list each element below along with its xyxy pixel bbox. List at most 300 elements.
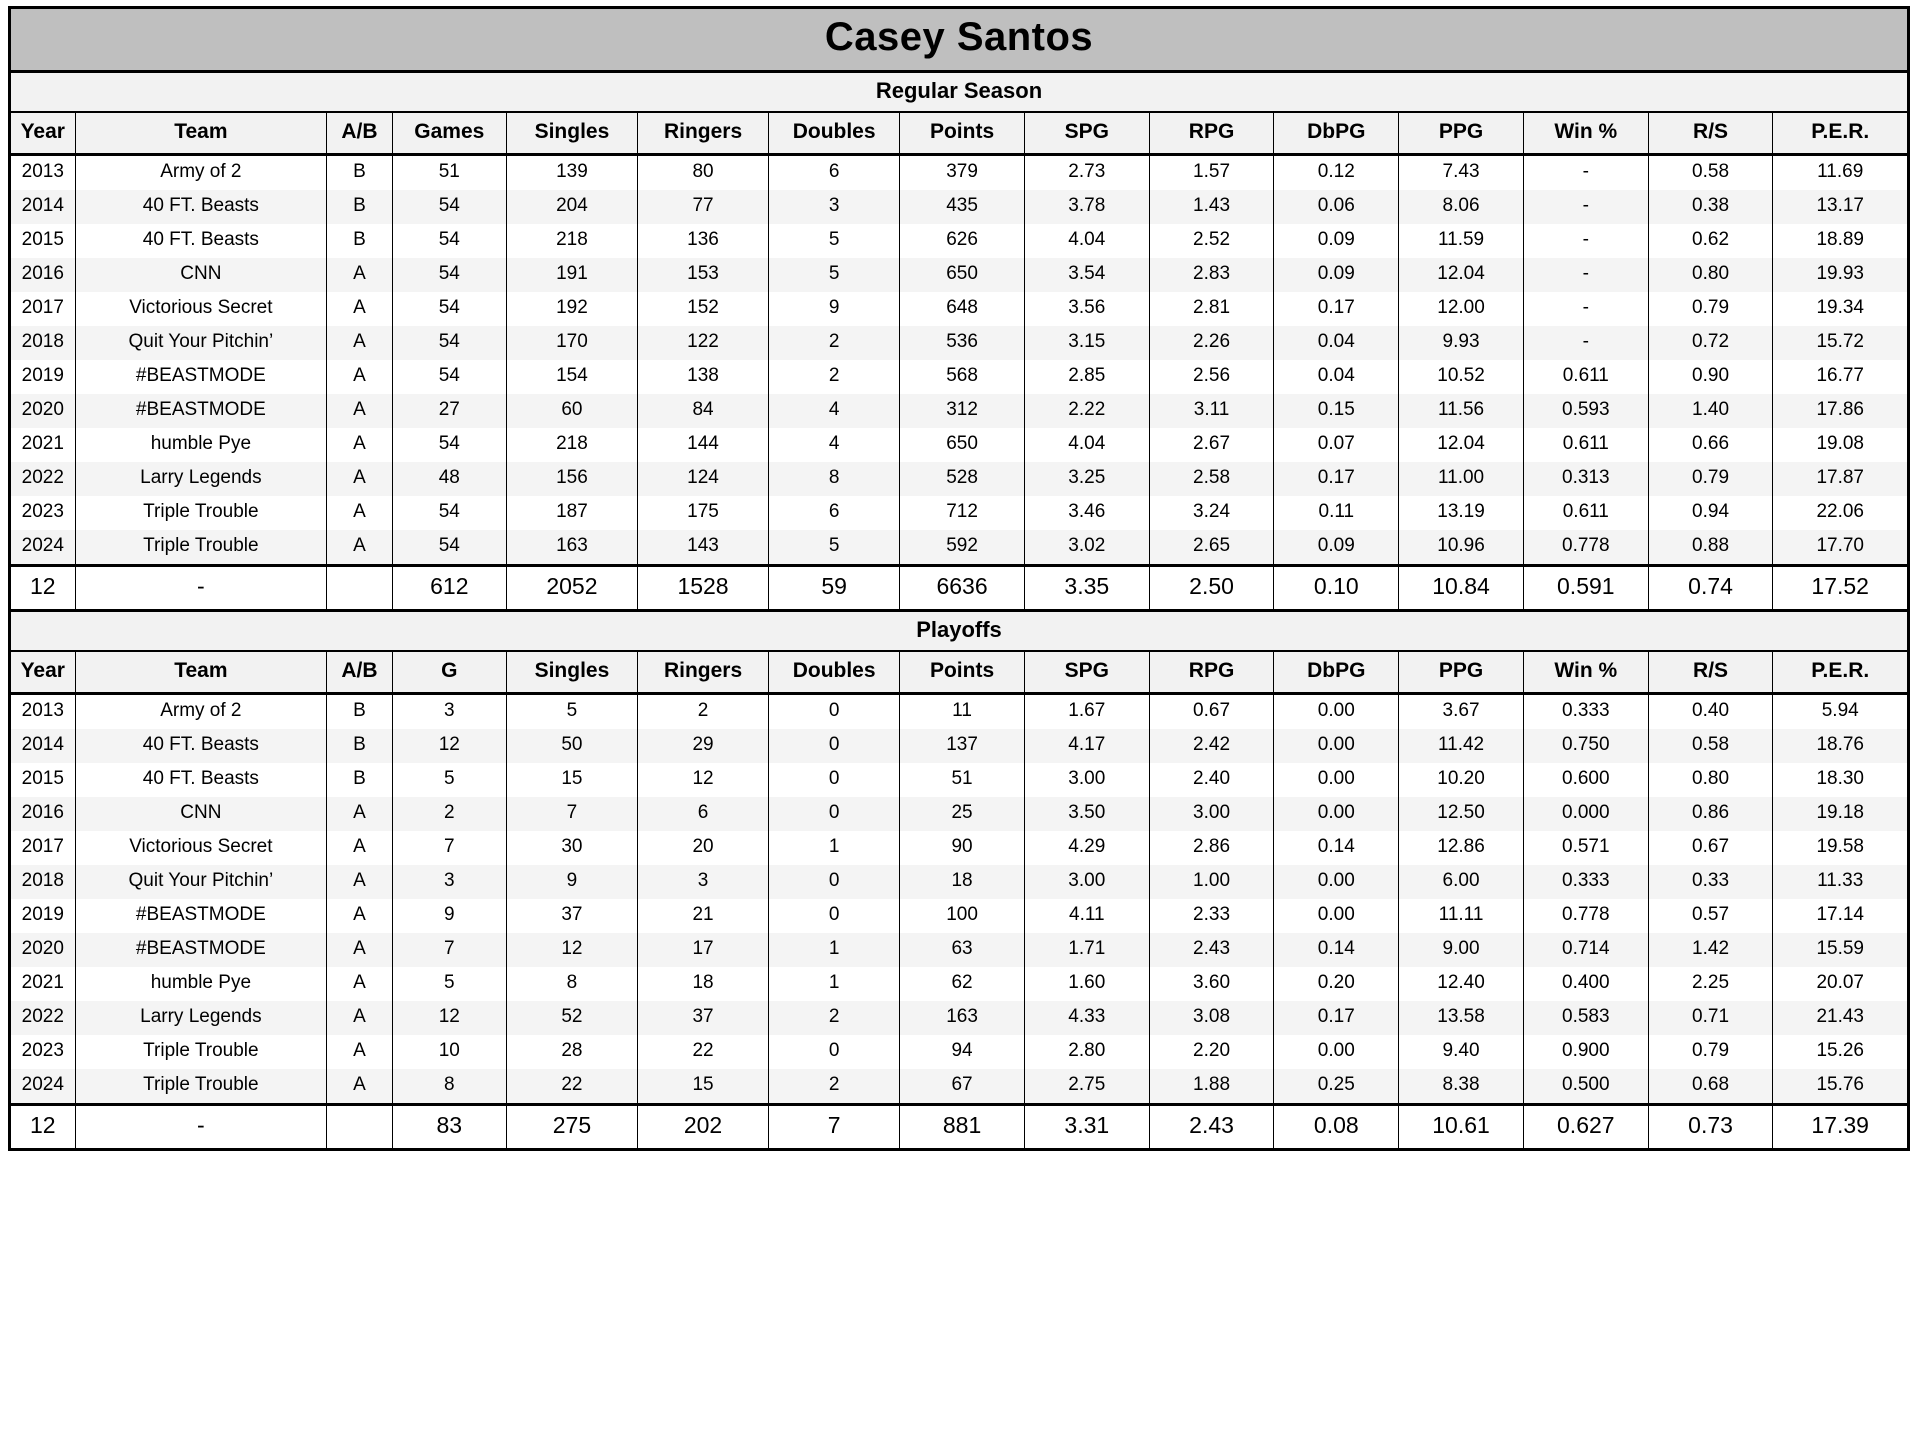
cell-dbpg: 0.11 <box>1274 496 1399 530</box>
cell-win: 0.333 <box>1523 694 1648 730</box>
cell-year: 2015 <box>10 763 76 797</box>
cell-points: 137 <box>900 729 1025 763</box>
cell-games: 54 <box>392 428 506 462</box>
total-a-b <box>327 566 393 611</box>
cell-a-b: A <box>327 1069 393 1105</box>
cell-dbpg: 0.12 <box>1274 155 1399 191</box>
cell-doubles: 1 <box>769 831 900 865</box>
cell-games: 54 <box>392 360 506 394</box>
cell-r-s: 0.90 <box>1648 360 1773 394</box>
cell-year: 2013 <box>10 694 76 730</box>
cell-games: 54 <box>392 496 506 530</box>
table-row <box>10 831 1909 865</box>
total-win: 0.591 <box>1523 566 1648 611</box>
total-rpg: 2.43 <box>1149 1105 1274 1150</box>
cell-dbpg: 0.00 <box>1274 1035 1399 1069</box>
cell-p-e-r: 18.76 <box>1773 729 1909 763</box>
column-header-r-s: R/S <box>1648 651 1773 694</box>
total-r-s: 0.74 <box>1648 566 1773 611</box>
cell-p-e-r: 11.33 <box>1773 865 1909 899</box>
cell-ppg: 10.52 <box>1399 360 1524 394</box>
cell-rpg: 2.67 <box>1149 428 1274 462</box>
cell-doubles: 1 <box>769 967 900 1001</box>
cell-points: 163 <box>900 1001 1025 1035</box>
cell-year: 2023 <box>10 1035 76 1069</box>
cell-doubles: 4 <box>769 394 900 428</box>
cell-g: 3 <box>392 865 506 899</box>
cell-doubles: 0 <box>769 763 900 797</box>
cell-rpg: 2.56 <box>1149 360 1274 394</box>
cell-spg: 3.02 <box>1024 530 1149 566</box>
cell-singles: 5 <box>506 694 637 730</box>
cell-singles: 15 <box>506 763 637 797</box>
cell-g: 2 <box>392 797 506 831</box>
table-row <box>10 865 1909 899</box>
table-row <box>10 1069 1909 1105</box>
cell-singles: 204 <box>506 190 637 224</box>
cell-spg: 4.33 <box>1024 1001 1149 1035</box>
cell-ppg: 3.67 <box>1399 694 1524 730</box>
cell-team: Triple Trouble <box>75 1069 327 1105</box>
cell-ringers: 18 <box>637 967 768 1001</box>
cell-points: 592 <box>900 530 1025 566</box>
cell-ppg: 12.50 <box>1399 797 1524 831</box>
cell-singles: 218 <box>506 428 637 462</box>
total-singles: 2052 <box>506 566 637 611</box>
cell-singles: 170 <box>506 326 637 360</box>
total-singles: 275 <box>506 1105 637 1150</box>
cell-games: 54 <box>392 292 506 326</box>
cell-dbpg: 0.00 <box>1274 694 1399 730</box>
cell-points: 626 <box>900 224 1025 258</box>
cell-ringers: 80 <box>637 155 768 191</box>
cell-points: 650 <box>900 428 1025 462</box>
cell-ppg: 10.96 <box>1399 530 1524 566</box>
cell-a-b: A <box>327 899 393 933</box>
cell-ringers: 122 <box>637 326 768 360</box>
cell-points: 650 <box>900 258 1025 292</box>
cell-win: 0.900 <box>1523 1035 1648 1069</box>
cell-a-b: B <box>327 729 393 763</box>
cell-r-s: 0.33 <box>1648 865 1773 899</box>
cell-ppg: 11.00 <box>1399 462 1524 496</box>
cell-doubles: 0 <box>769 899 900 933</box>
cell-team: CNN <box>75 258 327 292</box>
cell-ppg: 10.20 <box>1399 763 1524 797</box>
cell-r-s: 0.79 <box>1648 1035 1773 1069</box>
cell-dbpg: 0.04 <box>1274 326 1399 360</box>
cell-spg: 2.80 <box>1024 1035 1149 1069</box>
cell-team: Army of 2 <box>75 155 327 191</box>
column-header-singles: Singles <box>506 651 637 694</box>
cell-team: Victorious Secret <box>75 831 327 865</box>
stats-table <box>8 6 1910 1151</box>
cell-spg: 2.22 <box>1024 394 1149 428</box>
cell-dbpg: 0.15 <box>1274 394 1399 428</box>
cell-year: 2022 <box>10 462 76 496</box>
cell-r-s: 0.58 <box>1648 729 1773 763</box>
cell-p-e-r: 18.30 <box>1773 763 1909 797</box>
cell-singles: 37 <box>506 899 637 933</box>
cell-win: - <box>1523 326 1648 360</box>
cell-team: Victorious Secret <box>75 292 327 326</box>
cell-r-s: 0.62 <box>1648 224 1773 258</box>
cell-points: 528 <box>900 462 1025 496</box>
total-spg: 3.31 <box>1024 1105 1149 1150</box>
cell-singles: 156 <box>506 462 637 496</box>
cell-spg: 4.29 <box>1024 831 1149 865</box>
cell-ppg: 8.38 <box>1399 1069 1524 1105</box>
cell-r-s: 0.40 <box>1648 694 1773 730</box>
cell-dbpg: 0.17 <box>1274 1001 1399 1035</box>
cell-r-s: 0.79 <box>1648 462 1773 496</box>
cell-win: - <box>1523 258 1648 292</box>
cell-win: 0.778 <box>1523 899 1648 933</box>
cell-g: 8 <box>392 1069 506 1105</box>
table-row <box>10 694 1909 730</box>
cell-p-e-r: 19.08 <box>1773 428 1909 462</box>
cell-p-e-r: 19.18 <box>1773 797 1909 831</box>
total-p-e-r: 17.52 <box>1773 566 1909 611</box>
cell-rpg: 2.26 <box>1149 326 1274 360</box>
cell-year: 2024 <box>10 530 76 566</box>
cell-r-s: 1.42 <box>1648 933 1773 967</box>
table-row <box>10 394 1909 428</box>
cell-year: 2022 <box>10 1001 76 1035</box>
cell-a-b: A <box>327 530 393 566</box>
cell-games: 48 <box>392 462 506 496</box>
cell-team: Larry Legends <box>75 462 327 496</box>
total-a-b <box>327 1105 393 1150</box>
totals-row <box>10 566 1909 611</box>
cell-dbpg: 0.20 <box>1274 967 1399 1001</box>
cell-ppg: 8.06 <box>1399 190 1524 224</box>
cell-ringers: 124 <box>637 462 768 496</box>
cell-doubles: 0 <box>769 729 900 763</box>
cell-points: 568 <box>900 360 1025 394</box>
cell-singles: 163 <box>506 530 637 566</box>
cell-points: 94 <box>900 1035 1025 1069</box>
cell-r-s: 0.72 <box>1648 326 1773 360</box>
cell-doubles: 2 <box>769 1069 900 1105</box>
cell-rpg: 2.52 <box>1149 224 1274 258</box>
cell-r-s: 0.88 <box>1648 530 1773 566</box>
cell-ppg: 13.58 <box>1399 1001 1524 1035</box>
cell-r-s: 0.58 <box>1648 155 1773 191</box>
cell-rpg: 1.00 <box>1149 865 1274 899</box>
cell-doubles: 5 <box>769 258 900 292</box>
cell-team: humble Pye <box>75 967 327 1001</box>
total-points: 881 <box>900 1105 1025 1150</box>
cell-points: 62 <box>900 967 1025 1001</box>
column-header-rpg: RPG <box>1149 112 1274 155</box>
cell-a-b: A <box>327 797 393 831</box>
cell-ppg: 12.86 <box>1399 831 1524 865</box>
column-header-dbpg: DbPG <box>1274 651 1399 694</box>
cell-ppg: 13.19 <box>1399 496 1524 530</box>
cell-ppg: 12.04 <box>1399 428 1524 462</box>
cell-p-e-r: 22.06 <box>1773 496 1909 530</box>
cell-p-e-r: 11.69 <box>1773 155 1909 191</box>
cell-games: 27 <box>392 394 506 428</box>
cell-year: 2024 <box>10 1069 76 1105</box>
cell-p-e-r: 19.58 <box>1773 831 1909 865</box>
table-row <box>10 428 1909 462</box>
cell-dbpg: 0.09 <box>1274 258 1399 292</box>
cell-a-b: A <box>327 967 393 1001</box>
cell-doubles: 0 <box>769 1035 900 1069</box>
cell-year: 2016 <box>10 258 76 292</box>
section-title: Regular Season <box>10 72 1909 113</box>
cell-g: 12 <box>392 1001 506 1035</box>
cell-year: 2015 <box>10 224 76 258</box>
cell-singles: 9 <box>506 865 637 899</box>
column-header-ppg: PPG <box>1399 651 1524 694</box>
column-header-g: G <box>392 651 506 694</box>
cell-ringers: 37 <box>637 1001 768 1035</box>
column-header-points: Points <box>900 112 1025 155</box>
cell-singles: 7 <box>506 797 637 831</box>
cell-win: 0.750 <box>1523 729 1648 763</box>
cell-doubles: 0 <box>769 694 900 730</box>
cell-r-s: 0.57 <box>1648 899 1773 933</box>
column-header-win: Win % <box>1523 651 1648 694</box>
cell-rpg: 3.11 <box>1149 394 1274 428</box>
table-row <box>10 1035 1909 1069</box>
table-row <box>10 496 1909 530</box>
total-ppg: 10.61 <box>1399 1105 1524 1150</box>
column-header-team: Team <box>75 651 327 694</box>
cell-singles: 50 <box>506 729 637 763</box>
cell-win: - <box>1523 190 1648 224</box>
cell-p-e-r: 17.86 <box>1773 394 1909 428</box>
cell-a-b: B <box>327 190 393 224</box>
cell-r-s: 0.80 <box>1648 763 1773 797</box>
cell-spg: 2.75 <box>1024 1069 1149 1105</box>
cell-doubles: 2 <box>769 326 900 360</box>
cell-g: 3 <box>392 694 506 730</box>
column-header-r-s: R/S <box>1648 112 1773 155</box>
cell-spg: 3.25 <box>1024 462 1149 496</box>
cell-dbpg: 0.04 <box>1274 360 1399 394</box>
cell-r-s: 0.80 <box>1648 258 1773 292</box>
cell-ringers: 136 <box>637 224 768 258</box>
cell-team: 40 FT. Beasts <box>75 763 327 797</box>
cell-g: 5 <box>392 763 506 797</box>
cell-r-s: 0.79 <box>1648 292 1773 326</box>
cell-p-e-r: 15.26 <box>1773 1035 1909 1069</box>
column-header-row <box>10 651 1909 694</box>
cell-ringers: 21 <box>637 899 768 933</box>
total-doubles: 7 <box>769 1105 900 1150</box>
cell-a-b: A <box>327 831 393 865</box>
cell-p-e-r: 19.93 <box>1773 258 1909 292</box>
table-row <box>10 530 1909 566</box>
cell-doubles: 0 <box>769 865 900 899</box>
cell-spg: 4.04 <box>1024 224 1149 258</box>
cell-ringers: 12 <box>637 763 768 797</box>
cell-a-b: A <box>327 865 393 899</box>
cell-spg: 3.50 <box>1024 797 1149 831</box>
cell-ringers: 20 <box>637 831 768 865</box>
total-r-s: 0.73 <box>1648 1105 1773 1150</box>
cell-points: 11 <box>900 694 1025 730</box>
cell-year: 2018 <box>10 326 76 360</box>
cell-r-s: 0.71 <box>1648 1001 1773 1035</box>
total-g: 83 <box>392 1105 506 1150</box>
cell-dbpg: 0.00 <box>1274 899 1399 933</box>
total-ringers: 202 <box>637 1105 768 1150</box>
column-header-rpg: RPG <box>1149 651 1274 694</box>
total-points: 6636 <box>900 566 1025 611</box>
total-dbpg: 0.08 <box>1274 1105 1399 1150</box>
cell-doubles: 2 <box>769 1001 900 1035</box>
cell-win: 0.778 <box>1523 530 1648 566</box>
cell-points: 67 <box>900 1069 1025 1105</box>
cell-rpg: 3.24 <box>1149 496 1274 530</box>
table-row <box>10 360 1909 394</box>
cell-spg: 3.54 <box>1024 258 1149 292</box>
cell-dbpg: 0.00 <box>1274 763 1399 797</box>
cell-games: 51 <box>392 155 506 191</box>
cell-doubles: 5 <box>769 224 900 258</box>
column-header-p-e-r: P.E.R. <box>1773 651 1909 694</box>
cell-spg: 3.15 <box>1024 326 1149 360</box>
column-header-team: Team <box>75 112 327 155</box>
cell-year: 2020 <box>10 933 76 967</box>
cell-team: CNN <box>75 797 327 831</box>
cell-team: Larry Legends <box>75 1001 327 1035</box>
column-header-a-b: A/B <box>327 651 393 694</box>
cell-spg: 4.04 <box>1024 428 1149 462</box>
cell-spg: 3.56 <box>1024 292 1149 326</box>
cell-points: 648 <box>900 292 1025 326</box>
cell-p-e-r: 15.72 <box>1773 326 1909 360</box>
cell-g: 7 <box>392 933 506 967</box>
cell-r-s: 0.94 <box>1648 496 1773 530</box>
player-name-banner <box>10 8 1909 72</box>
cell-ppg: 7.43 <box>1399 155 1524 191</box>
section-banner-regular-season <box>10 72 1909 113</box>
column-header-win: Win % <box>1523 112 1648 155</box>
total-rpg: 2.50 <box>1149 566 1274 611</box>
cell-points: 536 <box>900 326 1025 360</box>
cell-win: 0.611 <box>1523 496 1648 530</box>
cell-team: #BEASTMODE <box>75 899 327 933</box>
cell-rpg: 3.08 <box>1149 1001 1274 1035</box>
cell-a-b: A <box>327 428 393 462</box>
cell-team: Triple Trouble <box>75 1035 327 1069</box>
cell-ppg: 12.04 <box>1399 258 1524 292</box>
cell-a-b: A <box>327 258 393 292</box>
cell-p-e-r: 20.07 <box>1773 967 1909 1001</box>
cell-year: 2019 <box>10 899 76 933</box>
cell-year: 2016 <box>10 797 76 831</box>
cell-points: 712 <box>900 496 1025 530</box>
cell-rpg: 3.00 <box>1149 797 1274 831</box>
cell-dbpg: 0.06 <box>1274 190 1399 224</box>
cell-spg: 1.67 <box>1024 694 1149 730</box>
cell-p-e-r: 17.87 <box>1773 462 1909 496</box>
cell-doubles: 1 <box>769 933 900 967</box>
cell-games: 54 <box>392 530 506 566</box>
cell-p-e-r: 5.94 <box>1773 694 1909 730</box>
cell-ringers: 17 <box>637 933 768 967</box>
table-row <box>10 155 1909 191</box>
cell-ppg: 9.00 <box>1399 933 1524 967</box>
cell-team: Army of 2 <box>75 694 327 730</box>
table-row <box>10 729 1909 763</box>
total-games: 612 <box>392 566 506 611</box>
cell-a-b: B <box>327 694 393 730</box>
cell-spg: 2.73 <box>1024 155 1149 191</box>
column-header-doubles: Doubles <box>769 651 900 694</box>
column-header-singles: Singles <box>506 112 637 155</box>
total-year: 12 <box>10 1105 76 1150</box>
cell-points: 100 <box>900 899 1025 933</box>
cell-year: 2020 <box>10 394 76 428</box>
cell-a-b: A <box>327 462 393 496</box>
cell-dbpg: 0.17 <box>1274 462 1399 496</box>
cell-dbpg: 0.00 <box>1274 797 1399 831</box>
cell-doubles: 3 <box>769 190 900 224</box>
cell-year: 2019 <box>10 360 76 394</box>
column-header-row <box>10 112 1909 155</box>
cell-points: 51 <box>900 763 1025 797</box>
cell-doubles: 5 <box>769 530 900 566</box>
cell-ringers: 153 <box>637 258 768 292</box>
column-header-p-e-r: P.E.R. <box>1773 112 1909 155</box>
table-row <box>10 797 1909 831</box>
cell-year: 2023 <box>10 496 76 530</box>
cell-ringers: 143 <box>637 530 768 566</box>
cell-ringers: 29 <box>637 729 768 763</box>
cell-singles: 218 <box>506 224 637 258</box>
cell-games: 54 <box>392 258 506 292</box>
cell-dbpg: 0.17 <box>1274 292 1399 326</box>
cell-year: 2014 <box>10 190 76 224</box>
total-p-e-r: 17.39 <box>1773 1105 1909 1150</box>
cell-rpg: 2.86 <box>1149 831 1274 865</box>
cell-win: - <box>1523 224 1648 258</box>
cell-singles: 8 <box>506 967 637 1001</box>
cell-spg: 1.60 <box>1024 967 1149 1001</box>
cell-p-e-r: 17.14 <box>1773 899 1909 933</box>
cell-win: 0.611 <box>1523 428 1648 462</box>
cell-rpg: 2.40 <box>1149 763 1274 797</box>
cell-ppg: 11.42 <box>1399 729 1524 763</box>
column-header-ppg: PPG <box>1399 112 1524 155</box>
cell-games: 54 <box>392 326 506 360</box>
cell-a-b: A <box>327 1035 393 1069</box>
cell-dbpg: 0.00 <box>1274 865 1399 899</box>
cell-games: 54 <box>392 190 506 224</box>
cell-points: 435 <box>900 190 1025 224</box>
cell-rpg: 0.67 <box>1149 694 1274 730</box>
cell-singles: 154 <box>506 360 637 394</box>
cell-team: 40 FT. Beasts <box>75 224 327 258</box>
cell-p-e-r: 17.70 <box>1773 530 1909 566</box>
cell-rpg: 1.57 <box>1149 155 1274 191</box>
table-row <box>10 258 1909 292</box>
total-spg: 3.35 <box>1024 566 1149 611</box>
cell-g: 12 <box>392 729 506 763</box>
cell-rpg: 2.65 <box>1149 530 1274 566</box>
cell-team: #BEASTMODE <box>75 360 327 394</box>
cell-a-b: B <box>327 224 393 258</box>
cell-a-b: A <box>327 496 393 530</box>
cell-g: 5 <box>392 967 506 1001</box>
